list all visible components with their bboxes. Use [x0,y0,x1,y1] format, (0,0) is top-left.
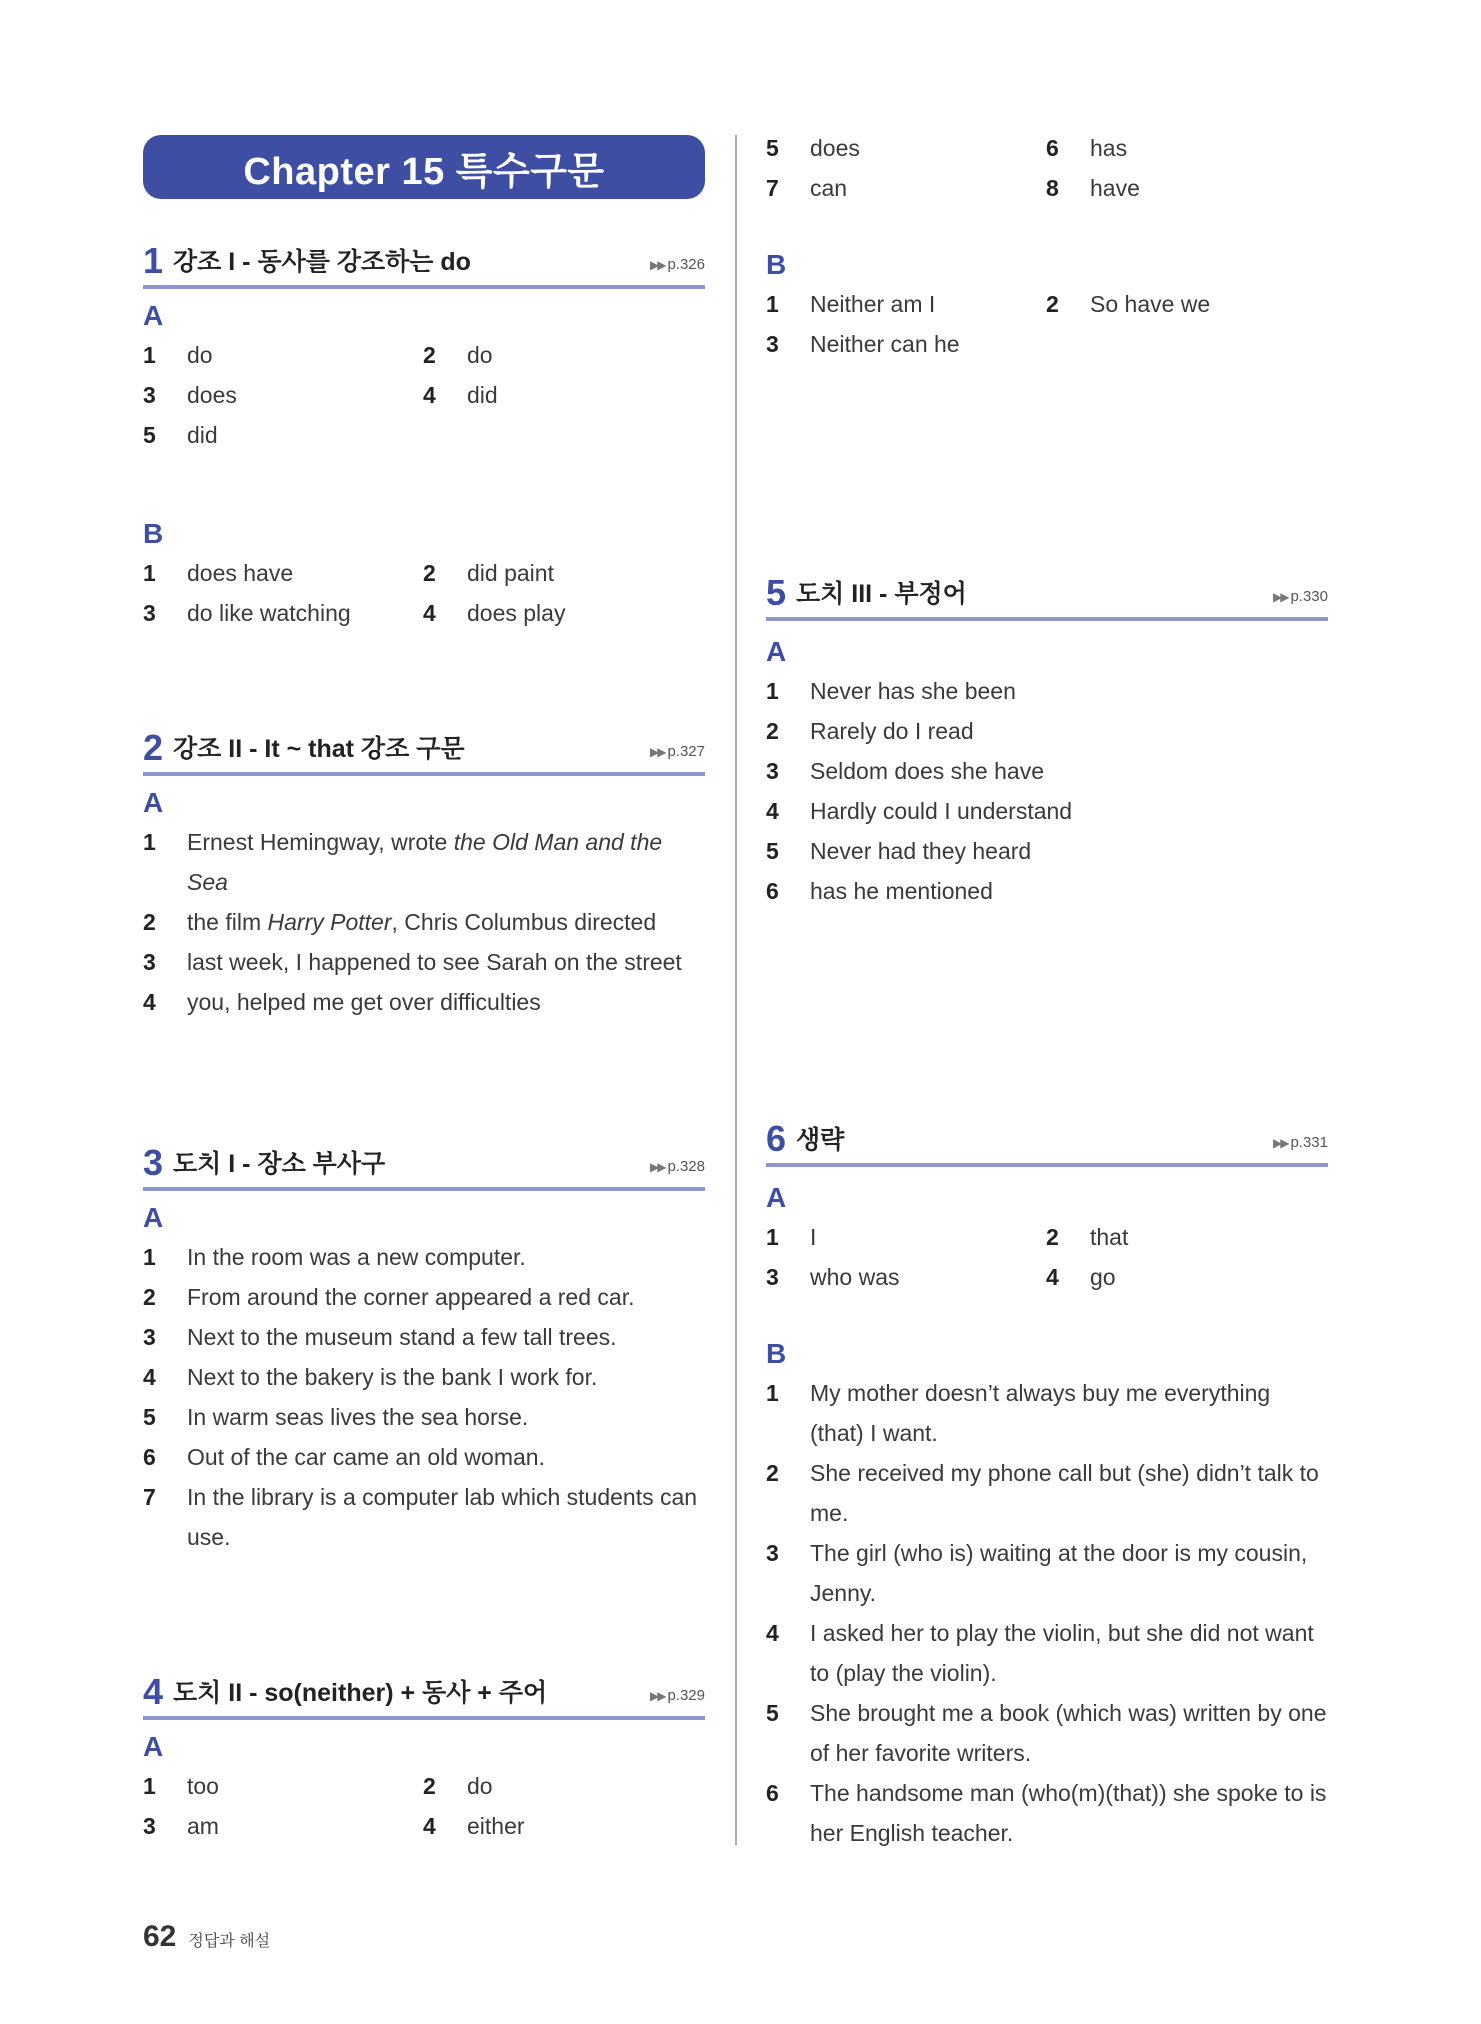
answer-item: 4 Hardly could I understand [766,798,1073,824]
double-arrow-icon: ▶▶ [649,258,665,272]
double-arrow-icon: ▶▶ [649,1160,665,1174]
answer-item: 6 Out of the car came an old woman. [143,1444,545,1470]
part-label: A [143,300,164,331]
answer-grid [766,128,1328,208]
answer-item: 8 have [1046,175,1140,201]
section-number: 5 [766,572,787,613]
answer-item: 7 can [766,175,848,201]
answer-item: 2 do [423,1773,493,1799]
answer-item: 6 has he mentioned [766,878,993,904]
column-divider [735,135,737,1845]
double-arrow-icon: ▶▶ [1272,1136,1288,1150]
page-reference: ▶▶ p.330 [1272,588,1328,605]
answer-item: 4 you, helped me get over difficulties [143,989,541,1015]
part-label: B [766,1338,787,1369]
section-4-continued [766,128,1328,364]
page-reference: ▶▶ p.327 [649,743,705,760]
answer-item: 1 Ernest Hemingway, wrote the Old Man and the Sea [143,829,663,895]
answer-item: 1 In the room was a new computer. [143,1244,526,1270]
part-label: A [143,1202,164,1233]
answer-item: 1 My mother doesn’t always buy me everything (that) I want. [766,1380,1271,1446]
answer-item: 4 go [1046,1264,1116,1290]
answer-item: 4 did [423,382,498,408]
answer-item: 2 do [423,342,493,368]
part-label: B [143,518,164,549]
part-label: A [766,636,787,667]
double-arrow-icon: ▶▶ [649,745,665,759]
answer-item: 7 In the library is a computer lab which students can use. [143,1484,698,1550]
section-number: 4 [143,1671,164,1712]
answer-item: 5 Never had they heard [766,838,1032,864]
section-number: 3 [143,1142,164,1183]
section-header [143,722,705,776]
section-1 [143,235,705,633]
page-reference: ▶▶ p.329 [649,1687,705,1704]
answer-item: 3 last week, I happened to see Sarah on the street [143,949,682,975]
chapter-title: Chapter 15 특수구문 [143,135,705,199]
answer-item: 2 the film Harry Potter, Chris Columbus directed [143,909,657,935]
answer-item: 5 In warm seas lives the sea horse. [143,1404,529,1430]
section-header [143,1666,705,1720]
part-label: A [143,787,164,818]
section-title: 강조 II - It ~ that 강조 구문 [173,735,465,763]
answer-item: 3 who was [766,1264,900,1290]
answer-item: 3 do like watching [143,600,351,626]
page-footer [143,1920,270,1954]
answer-item: 2 Rarely do I read [766,718,974,744]
section-number: 1 [143,240,164,281]
section-title: 도치 I - 장소 부사구 [173,1150,386,1178]
answer-grid [766,1217,1328,1297]
answer-item: 3 Next to the museum stand a few tall trees. [143,1324,617,1350]
answer-item: 1 Never has she been [766,678,1016,704]
answer-item: 4 Next to the bakery is the bank I work for. [143,1364,598,1390]
answer-item: 1 does have [143,560,294,586]
part-label: A [143,1731,164,1762]
answer-item: 1 too [143,1773,219,1799]
page-reference: ▶▶ p.328 [649,1158,705,1175]
section-title: 도치 II - so(neither) + 동사 + 주어 [173,1679,548,1707]
answer-item: 3 am [143,1813,219,1839]
answer-item: 1 do [143,342,213,368]
page-number: 62 [143,1920,177,1953]
answer-item: 5 She brought me a book (which was) written by one of her favorite writers. [766,1700,1327,1766]
page-reference: ▶▶ p.326 [649,256,705,273]
answer-item: 2 So have we [1046,291,1211,317]
answer-item: 4 does play [423,600,566,626]
section-header [143,235,705,289]
section-5 [766,567,1328,911]
section-header [766,567,1328,621]
section-2 [143,722,705,1022]
section-header [766,1113,1328,1167]
answer-item: 5 does [766,135,860,161]
double-arrow-icon: ▶▶ [1272,590,1288,604]
part-label: B [766,249,787,280]
answer-grid [143,1766,705,1846]
answer-item: 4 I asked her to play the violin, but she did not want to (play the violin). [766,1620,1314,1686]
answer-item: 3 The girl (who is) waiting at the door is my cousin, Jenny. [766,1540,1308,1606]
answer-item: 2 that [1046,1224,1129,1250]
answer-item: 1 I [766,1224,817,1250]
answer-item: 5 did [143,422,218,448]
section-header [143,1137,705,1191]
answer-item: 6 has [1046,135,1128,161]
answer-item: 1 Neither am I [766,291,936,317]
answer-item: 6 The handsome man (who(m)(that)) she spoke to is her English teacher. [766,1780,1327,1846]
section-title: 도치 III - 부정어 [796,580,967,608]
part-label: A [766,1182,787,1213]
answer-grid [766,284,1328,364]
answer-item: 3 does [143,382,237,408]
answer-item: 2 From around the corner appeared a red car. [143,1284,635,1310]
section-6 [766,1113,1328,1853]
footer-label: 정답과 해설 [188,1933,271,1950]
answer-item: 2 She received my phone call but (she) didn’t talk to me. [766,1460,1319,1526]
section-number: 2 [143,727,164,768]
section-title: 강조 I - 동사를 강조하는 do [173,248,471,276]
section-title: 생략 [796,1126,845,1154]
double-arrow-icon: ▶▶ [649,1689,665,1703]
section-4 [143,1666,705,1846]
page-reference: ▶▶ p.331 [1272,1134,1328,1151]
answer-grid [143,553,705,633]
answer-item: 3 Seldom does she have [766,758,1044,784]
answer-item: 4 either [423,1813,525,1839]
answer-grid [143,335,705,455]
section-number: 6 [766,1118,787,1159]
section-3 [143,1137,705,1557]
answer-item: 2 did paint [423,560,554,586]
answer-item: 3 Neither can he [766,331,960,357]
